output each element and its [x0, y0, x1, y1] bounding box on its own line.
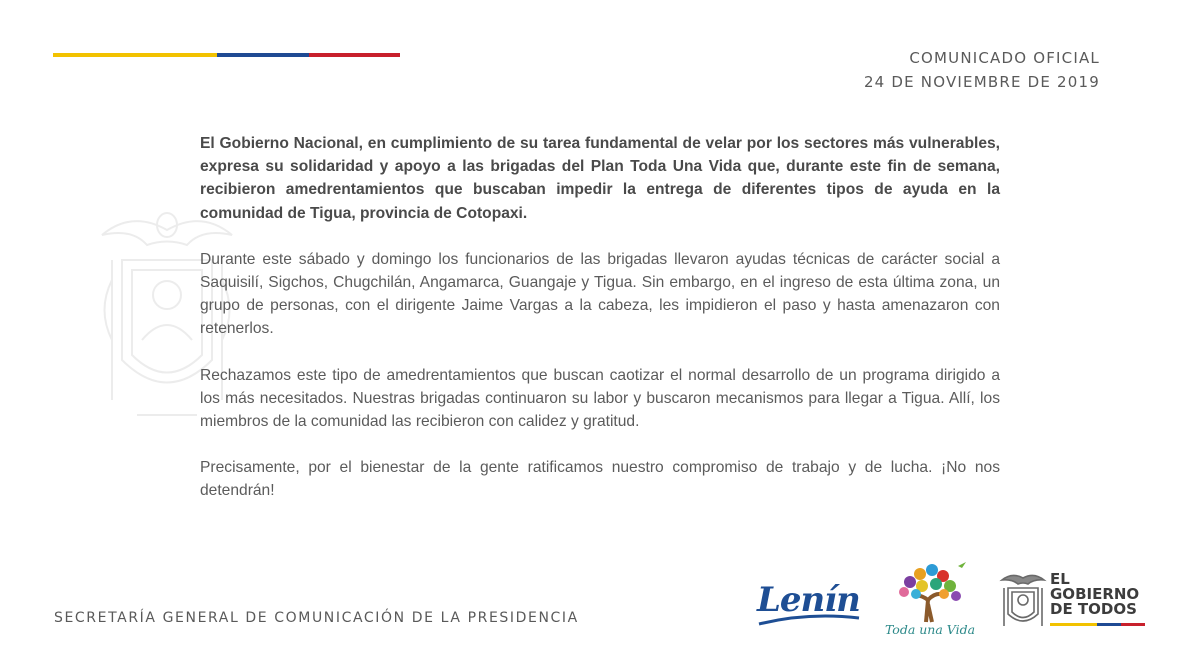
toda-una-vida-caption: Toda una Vida	[884, 622, 976, 637]
gobierno-de-todos-text	[1050, 572, 1139, 617]
flag-bar-blue	[217, 53, 309, 57]
lenin-logo	[753, 574, 863, 634]
lenin-logo-swoosh-icon	[753, 574, 863, 634]
tree-icon	[880, 560, 980, 624]
gobierno-line-1: EL	[1050, 570, 1070, 588]
gobierno-stripe-red	[1121, 623, 1145, 626]
document-date: 24 DE NOVIEMBRE DE 2019	[863, 73, 1100, 91]
document-title: COMUNICADO OFICIAL	[909, 49, 1100, 67]
flag-color-bar	[53, 53, 400, 57]
gobierno-de-todos-logo	[998, 570, 1148, 632]
header-block	[864, 46, 1100, 94]
gobierno-flag-stripe	[1050, 623, 1145, 626]
communique-body	[200, 132, 1000, 526]
footer-organization: SECRETARÍA GENERAL DE COMUNICACIÓN DE LA PRESIDENCIA	[54, 610, 579, 626]
flag-bar-red	[309, 53, 400, 57]
gobierno-stripe-yellow	[1050, 623, 1097, 626]
paragraph-1: Durante este sábado y domingo los funcionarios de las brigadas llevaron ayudas técnicas de carácter social a Saquisilí, Sigchos, Chugchilán, Angamarca, Guangaje y Tigua. Sin embargo, en el ingreso de esta última zona, un grupo de personas, con el dirigente Jaime Vargas a la cabeza, les impidieron el paso y hasta amenazaron con retenerlos.	[200, 250, 1000, 338]
paragraph-3: Precisamente, por el bienestar de la gente ratificamos nuestro compromiso de trabajo y de lucha. ¡No nos detendrán!	[200, 459, 1000, 500]
lenin-logo-text: Lenín	[757, 580, 860, 620]
gobierno-line-2: GOBIERNO	[1050, 585, 1140, 603]
gobierno-stripe-blue	[1097, 623, 1121, 626]
gobierno-line-3: DE TODOS	[1050, 600, 1137, 618]
lead-paragraph: El Gobierno Nacional, en cumplimiento de su tarea fundamental de velar por los sectores más vulnerables, expresa su solidaridad y apoyo a las brigadas del Plan Toda Una Vida que, durante este fin de semana, recibieron amedrentamientos que buscaban impedir la entrega de diferentes tipos de ayuda en la comunidad de Tigua, provincia de Cotopaxi.	[200, 135, 1000, 222]
toda-una-vida-logo	[880, 560, 980, 644]
paragraph-2: Rechazamos este tipo de amedrentamientos que buscan caotizar el normal desarrollo de un programa dirigido a los más necesitados. Nuestras brigadas continuaron su labor y buscaron mecanismos para llegar a Tigua. Allí, los miembros de la comunidad las recibieron con calidez y gratitud.	[200, 366, 1000, 431]
coat-of-arms-icon	[998, 570, 1048, 630]
flag-bar-yellow	[53, 53, 217, 57]
